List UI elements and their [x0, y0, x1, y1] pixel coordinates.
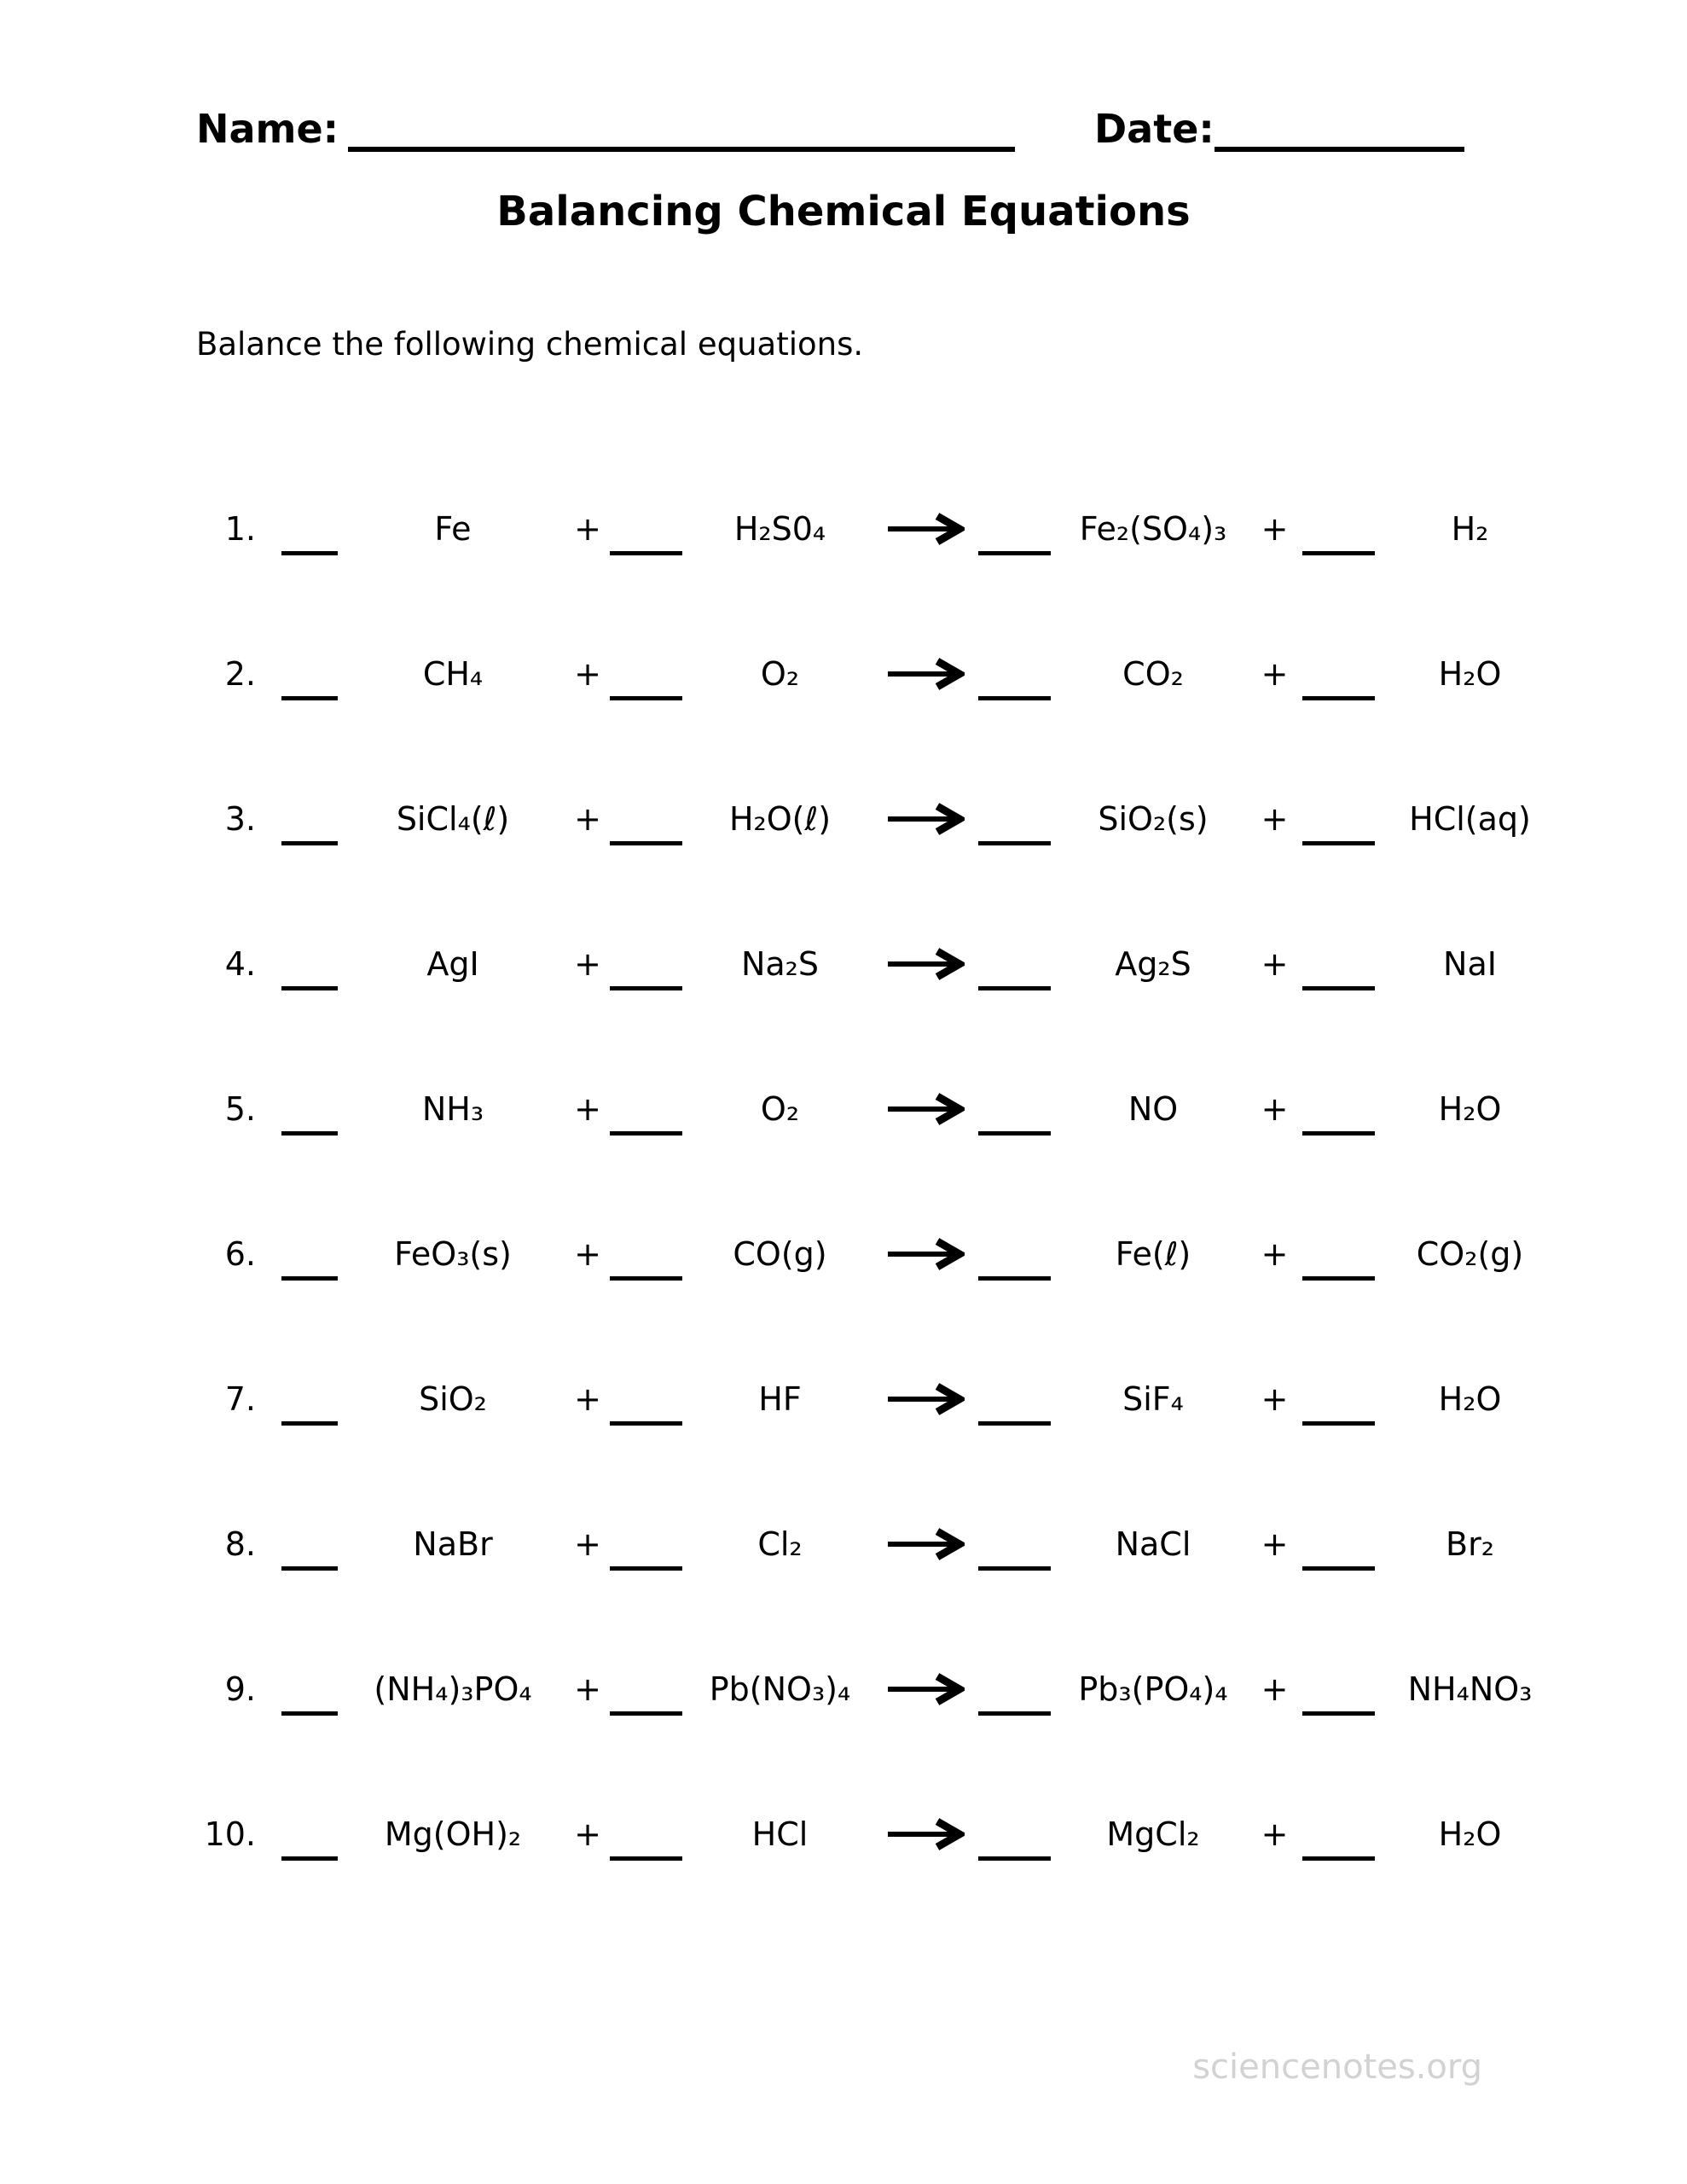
product-2: H₂O: [1438, 1090, 1502, 1128]
equation-row: [175, 1762, 1561, 1907]
plus-sign: +: [1261, 1090, 1289, 1128]
coefficient-blank[interactable]: [281, 1566, 338, 1571]
reactant-2: CO(g): [733, 1235, 827, 1273]
equation-number: 2.: [224, 655, 256, 693]
equation-row: [175, 1472, 1561, 1617]
coefficient-blank-cell: [1298, 527, 1379, 531]
product-1: MgCl₂: [1106, 1815, 1200, 1853]
coefficient-blank-cell: [1298, 817, 1379, 822]
coefficient-blank-cell: [281, 1397, 338, 1402]
product-1: NO: [1128, 1090, 1179, 1128]
equation-number: 4.: [224, 945, 256, 983]
product-1: Pb₃(PO₄)₄: [1078, 1670, 1228, 1708]
coefficient-blank[interactable]: [1302, 1711, 1375, 1716]
coefficient-blank[interactable]: [978, 1856, 1051, 1861]
coefficient-blank[interactable]: [978, 841, 1051, 845]
product-1: SiO₂(s): [1098, 800, 1209, 838]
coefficient-blank[interactable]: [281, 551, 338, 555]
coefficient-blank-cell: [607, 672, 684, 677]
coefficient-blank[interactable]: [281, 841, 338, 845]
coefficient-blank[interactable]: [281, 1131, 338, 1136]
long-right-arrow-icon: [876, 802, 974, 836]
coefficient-blank[interactable]: [610, 986, 682, 990]
coefficient-blank-cell: [1298, 1542, 1379, 1547]
coefficient-blank-cell: [974, 1542, 1055, 1547]
coefficient-blank[interactable]: [1302, 1421, 1375, 1426]
coefficient-blank-cell: [281, 1542, 338, 1547]
reactant-1: FeO₃(s): [394, 1235, 512, 1273]
equation-number: 6.: [224, 1235, 256, 1273]
plus-sign: +: [574, 945, 601, 983]
coefficient-blank[interactable]: [978, 696, 1051, 700]
coefficient-blank-cell: [974, 1252, 1055, 1257]
product-1: NaCl: [1115, 1525, 1191, 1563]
plus-sign: +: [574, 1525, 601, 1563]
coefficient-blank[interactable]: [281, 1711, 338, 1716]
coefficient-blank[interactable]: [978, 986, 1051, 990]
page-title: Balancing Chemical Equations: [496, 188, 1191, 235]
plus-sign: +: [574, 1670, 601, 1708]
coefficient-blank-cell: [281, 527, 338, 531]
reactant-1: AgI: [426, 945, 479, 983]
coefficient-blank-cell: [607, 1833, 684, 1837]
equation-number: 3.: [224, 800, 256, 838]
coefficient-blank-cell: [607, 1252, 684, 1257]
coefficient-blank-cell: [974, 672, 1055, 677]
coefficient-blank[interactable]: [978, 1131, 1051, 1136]
coefficient-blank-cell: [607, 1107, 684, 1112]
coefficient-blank-cell: [607, 1397, 684, 1402]
reactant-1: (NH₄)₃PO₄: [374, 1670, 532, 1708]
equation-row: [175, 1327, 1561, 1472]
equation-row: [175, 1617, 1561, 1762]
product-1: Fe₂(SO₄)₃: [1079, 510, 1227, 548]
product-2: H₂O: [1438, 1380, 1502, 1418]
long-right-arrow-icon: [876, 1382, 974, 1416]
coefficient-blank-cell: [607, 1687, 684, 1692]
equation-number: 7.: [224, 1380, 256, 1418]
equation-row: [175, 1037, 1561, 1182]
reactant-1: Fe: [434, 510, 472, 548]
coefficient-blank-cell: [974, 962, 1055, 967]
coefficient-blank[interactable]: [1302, 1566, 1375, 1571]
reactant-1: NaBr: [413, 1525, 493, 1563]
coefficient-blank-cell: [607, 817, 684, 822]
coefficient-blank[interactable]: [281, 1421, 338, 1426]
coefficient-blank[interactable]: [1302, 696, 1375, 700]
coefficient-blank[interactable]: [1302, 1131, 1375, 1136]
plus-sign: +: [1261, 1380, 1289, 1418]
coefficient-blank-cell: [974, 527, 1055, 531]
coefficient-blank[interactable]: [610, 696, 682, 700]
plus-sign: +: [574, 800, 601, 838]
plus-sign: +: [574, 655, 601, 693]
reactant-2: HF: [758, 1380, 802, 1418]
reactant-2: Pb(NO₃)₄: [709, 1670, 851, 1708]
reactant-1: NH₃: [421, 1090, 484, 1128]
coefficient-blank[interactable]: [610, 1566, 682, 1571]
plus-sign: +: [1261, 1815, 1289, 1853]
coefficient-blank[interactable]: [978, 1276, 1051, 1281]
equation-number: 1.: [224, 510, 256, 548]
equations-list: [175, 456, 1561, 1907]
plus-sign: +: [1261, 655, 1289, 693]
reactant-2: Cl₂: [757, 1525, 803, 1563]
coefficient-blank-cell: [281, 1687, 338, 1692]
reactant-2: O₂: [760, 655, 800, 693]
coefficient-blank-cell: [974, 1687, 1055, 1692]
coefficient-blank[interactable]: [978, 1711, 1051, 1716]
reactant-1: CH₄: [422, 655, 484, 693]
coefficient-blank-cell: [1298, 1397, 1379, 1402]
coefficient-blank[interactable]: [610, 1856, 682, 1861]
long-right-arrow-icon: [876, 947, 974, 981]
equation-row: [175, 892, 1561, 1037]
long-right-arrow-icon: [876, 657, 974, 691]
plus-sign: +: [1261, 945, 1289, 983]
reactant-1: Mg(OH)₂: [384, 1815, 522, 1853]
coefficient-blank[interactable]: [1302, 841, 1375, 845]
product-2: Br₂: [1446, 1525, 1494, 1563]
coefficient-blank-cell: [1298, 962, 1379, 967]
equation-row: [175, 746, 1561, 892]
long-right-arrow-icon: [876, 1817, 974, 1851]
product-1: Fe(ℓ): [1115, 1235, 1191, 1273]
name-label: Name:: [196, 106, 339, 152]
coefficient-blank[interactable]: [610, 841, 682, 845]
coefficient-blank-cell: [1298, 672, 1379, 677]
coefficient-blank[interactable]: [1302, 551, 1375, 555]
equation-row: [175, 601, 1561, 746]
coefficient-blank[interactable]: [978, 1421, 1051, 1426]
plus-sign: +: [574, 1090, 601, 1128]
coefficient-blank-cell: [281, 1252, 338, 1257]
equation-number: 10.: [204, 1815, 256, 1853]
reactant-2: H₂O(ℓ): [728, 800, 832, 838]
coefficient-blank[interactable]: [978, 1566, 1051, 1571]
equation-row: [175, 1182, 1561, 1327]
date-label: Date:: [1094, 106, 1215, 152]
product-2: CO₂(g): [1416, 1235, 1524, 1273]
product-2: H₂: [1451, 510, 1489, 548]
equation-number: 5.: [224, 1090, 256, 1128]
coefficient-blank-cell: [607, 1542, 684, 1547]
product-2: H₂O: [1438, 1815, 1502, 1853]
plus-sign: +: [574, 1380, 601, 1418]
coefficient-blank-cell: [974, 1397, 1055, 1402]
plus-sign: +: [1261, 1670, 1289, 1708]
coefficient-blank-cell: [1298, 1833, 1379, 1837]
coefficient-blank-cell: [1298, 1687, 1379, 1692]
coefficient-blank-cell: [974, 1833, 1055, 1837]
reactant-2: H₂S0₄: [733, 510, 826, 548]
plus-sign: +: [1261, 510, 1289, 548]
equation-number: 9.: [224, 1670, 256, 1708]
coefficient-blank-cell: [607, 527, 684, 531]
reactant-2: O₂: [760, 1090, 800, 1128]
plus-sign: +: [574, 1235, 601, 1273]
long-right-arrow-icon: [876, 1092, 974, 1126]
coefficient-blank-cell: [281, 672, 338, 677]
long-right-arrow-icon: [876, 1237, 974, 1271]
coefficient-blank[interactable]: [1302, 1276, 1375, 1281]
plus-sign: +: [574, 510, 601, 548]
plus-sign: +: [1261, 800, 1289, 838]
reactant-2: Na₂S: [740, 945, 820, 983]
coefficient-blank[interactable]: [1302, 1856, 1375, 1861]
name-fill-in-line[interactable]: [348, 147, 1015, 152]
product-2: NaI: [1443, 945, 1497, 983]
coefficient-blank[interactable]: [1302, 986, 1375, 990]
date-fill-in-line[interactable]: [1215, 147, 1464, 152]
product-1: CO₂: [1122, 655, 1184, 693]
product-1: Ag₂S: [1115, 945, 1191, 983]
plus-sign: +: [1261, 1235, 1289, 1273]
coefficient-blank-cell: [281, 817, 338, 822]
coefficient-blank-cell: [1298, 1252, 1379, 1257]
coefficient-blank[interactable]: [281, 696, 338, 700]
product-2: HCl(aq): [1409, 800, 1531, 838]
coefficient-blank[interactable]: [281, 1856, 338, 1861]
plus-sign: +: [574, 1815, 601, 1853]
product-2: H₂O: [1438, 655, 1502, 693]
long-right-arrow-icon: [876, 1527, 974, 1561]
long-right-arrow-icon: [876, 1672, 974, 1706]
coefficient-blank-cell: [974, 1107, 1055, 1112]
long-right-arrow-icon: [876, 512, 974, 546]
coefficient-blank[interactable]: [978, 551, 1051, 555]
coefficient-blank[interactable]: [610, 551, 682, 555]
equation-row: [175, 456, 1561, 601]
plus-sign: +: [1261, 1525, 1289, 1563]
footer-watermark: sciencenotes.org: [1192, 2048, 1482, 2087]
coefficient-blank-cell: [281, 1107, 338, 1112]
equation-number: 8.: [224, 1525, 256, 1563]
reactant-2: HCl: [751, 1815, 809, 1853]
coefficient-blank[interactable]: [281, 986, 338, 990]
coefficient-blank[interactable]: [610, 1421, 682, 1426]
reactant-1: SiO₂: [419, 1380, 487, 1418]
coefficient-blank-cell: [1298, 1107, 1379, 1112]
coefficient-blank[interactable]: [610, 1276, 682, 1281]
product-1: SiF₄: [1122, 1380, 1184, 1418]
instruction-text: Balance the following chemical equations.: [196, 326, 864, 363]
product-2: NH₄NO₃: [1407, 1670, 1533, 1708]
coefficient-blank[interactable]: [281, 1276, 338, 1281]
coefficient-blank-cell: [607, 962, 684, 967]
coefficient-blank-cell: [974, 817, 1055, 822]
coefficient-blank-cell: [281, 962, 338, 967]
coefficient-blank[interactable]: [610, 1131, 682, 1136]
coefficient-blank[interactable]: [610, 1711, 682, 1716]
coefficient-blank-cell: [281, 1833, 338, 1837]
reactant-1: SiCl₄(ℓ): [396, 800, 510, 838]
